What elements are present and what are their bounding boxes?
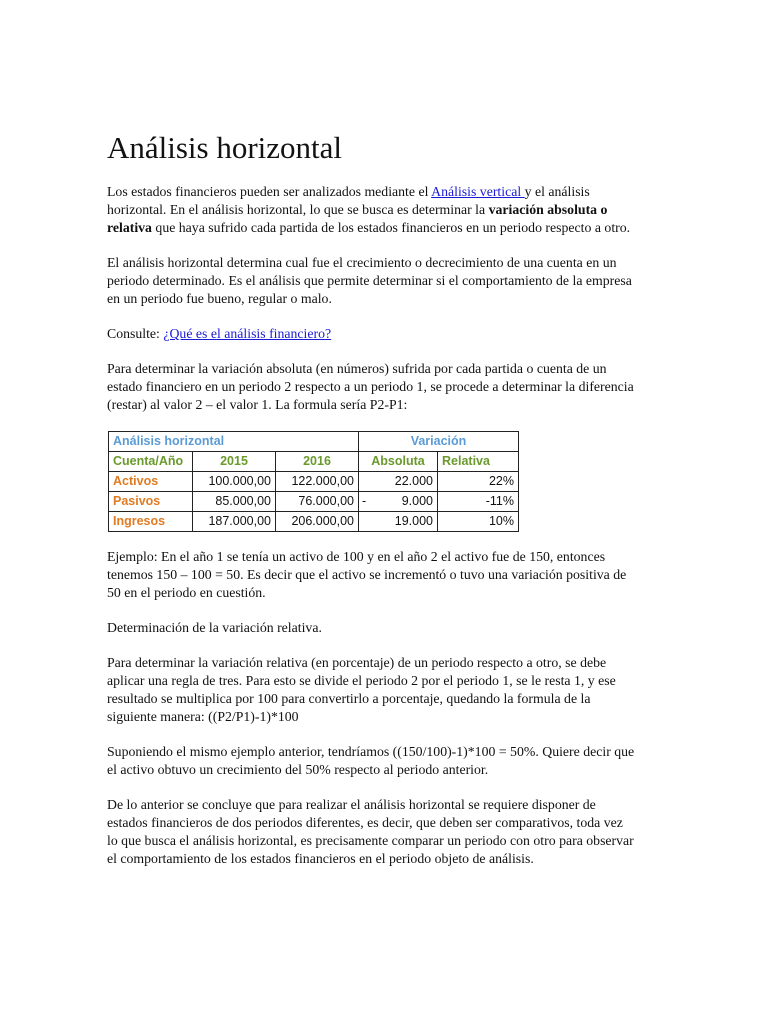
intro-text-3: que haya sufrido cada partida de los estados financieros en un periodo respecto a otro. (151, 220, 631, 235)
table-header-row-1 (109, 432, 519, 452)
col-header-relative: Relativa (438, 452, 519, 472)
intro-text-2: y el análisis horizontal. En el análisis horizontal, lo que se busca es determinar la (107, 184, 590, 217)
row-2016: 76.000,00 (276, 492, 359, 512)
row-account: Activos (109, 472, 193, 492)
row-absolute-value: 19.000 (394, 514, 433, 528)
example-paragraph: Ejemplo: En el año 1 se tenía un activo de 100 y en el año 2 el activo fue de 150, entonces tenemos 150 – 100 = 50. Es decir que el activo se incrementó o tuvo una variación positiva de 50 en el periodo en cuestión. (107, 549, 627, 600)
col-header-account: Cuenta/Año (109, 452, 193, 472)
row-2015: 100.000,00 (193, 472, 276, 492)
row-absolute (359, 472, 438, 492)
table-row (109, 492, 519, 512)
intro-paragraph (107, 183, 637, 237)
table-header-row-2 (109, 452, 519, 472)
row-negative-sign: - (362, 494, 367, 508)
row-absolute (359, 492, 438, 512)
definition-paragraph: El análisis horizontal determina cual fue el crecimiento o decrecimiento de una cuenta en un periodo determinado. Es el análisis que permite determinar si el comportamiento de la empresa en un periodo fue bueno, regular o malo. (107, 255, 632, 306)
consult-label: Consulte: (107, 326, 164, 341)
relative-example-paragraph: Suponiendo el mismo ejemplo anterior, tendríamos ((150/100)-1)*100 = 50%. Quiere decir que el activo obtuvo un crecimiento del 50% respecto al periodo anterior. (107, 744, 635, 777)
row-absolute-value: 22.000 (394, 474, 433, 488)
col-header-2016: 2016 (276, 452, 359, 472)
row-2015: 85.000,00 (193, 492, 276, 512)
row-absolute-value: 9.000 (401, 494, 433, 508)
analisis-vertical-link[interactable]: Análisis vertical (431, 184, 525, 199)
table-title-cell: Análisis horizontal (109, 432, 359, 452)
col-header-2015: 2015 (193, 452, 276, 472)
analysis-table (108, 431, 519, 532)
table-row (109, 472, 519, 492)
row-2016: 122.000,00 (276, 472, 359, 492)
row-account: Pasivos (109, 492, 193, 512)
conclusion-paragraph: De lo anterior se concluye que para realizar el análisis horizontal se requiere disponer de estados financieros de dos periodos diferentes, es decir, que deben ser comparativos, toda vez lo que busca el análisis horizontal, es precisamente comparar un periodo con otro para observar el comportamiento de los estados financieros en el periodo objeto de análisis. (107, 797, 634, 866)
absolute-variation-paragraph: Para determinar la variación absoluta (en números) sufrida por cada partida o cuenta de un estado financiero en un periodo 2 respecto a un periodo 1, se procede a determinar la diferencia (restar) al valor 2 – el valor 1. La formula sería P2-P1: (107, 361, 634, 412)
intro-text-1: Los estados financieros pueden ser analizados mediante el (107, 184, 432, 199)
intro-bold-text: variación absoluta o relativa (107, 202, 608, 235)
col-header-absolute: Absoluta (359, 452, 438, 472)
relative-variation-heading: Determinación de la variación relativa. (107, 620, 322, 635)
row-relative: 10% (438, 512, 519, 532)
row-relative: 22% (438, 472, 519, 492)
row-2016: 206.000,00 (276, 512, 359, 532)
variation-header-cell: Variación (359, 432, 519, 452)
row-absolute (359, 512, 438, 532)
page-title: Análisis horizontal (107, 130, 343, 165)
analisis-financiero-link[interactable]: ¿Qué es el análisis financiero? (163, 326, 332, 341)
row-2015: 187.000,00 (193, 512, 276, 532)
table-row (109, 512, 519, 532)
row-account: Ingresos (109, 512, 193, 532)
article (107, 130, 637, 885)
consult-paragraph (107, 325, 637, 343)
relative-variation-paragraph: Para determinar la variación relativa (en porcentaje) de un periodo respecto a otro, se debe aplicar una regla de tres. Para esto se divide el periodo 2 por el periodo 1, se le resta 1, y ese resultado se multiplica por 100 para convertirlo a porcentaje, quedando la formula de la siguiente manera: ((P2/P1)-1)*100 (107, 655, 616, 724)
row-relative: -11% (438, 492, 519, 512)
